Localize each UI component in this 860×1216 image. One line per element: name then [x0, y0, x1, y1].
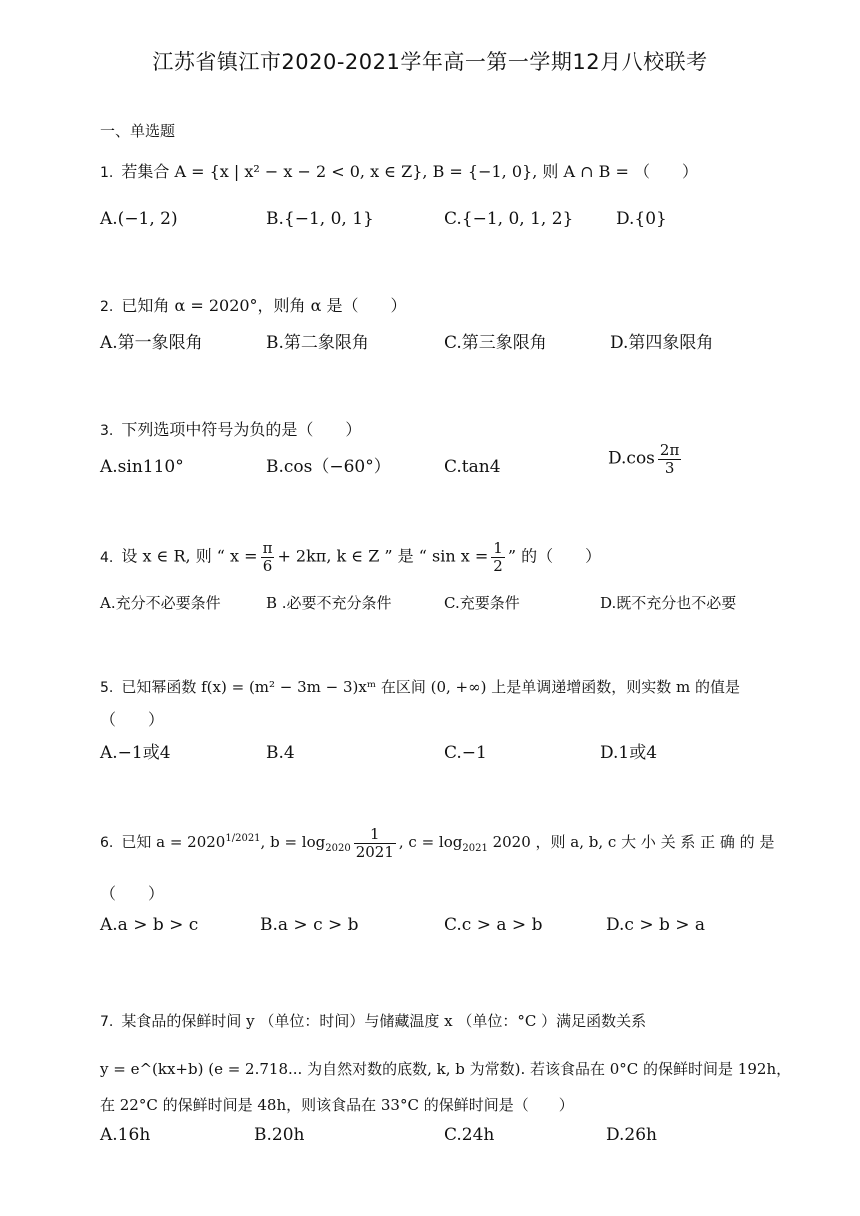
- option-a: A.16h: [100, 1125, 151, 1145]
- question-text: 已知 a = 2020: [121, 833, 226, 851]
- option-a: A.sin110°: [100, 457, 184, 477]
- question-text-line-3: 在 22°C 的保鲜时间是 48h，则该食品在 33°C 的保鲜时间是（ ）: [100, 1096, 574, 1114]
- option-c: C.充要条件: [444, 594, 520, 612]
- fraction-numerator: 2π: [659, 441, 680, 459]
- question-stem: [100, 540, 601, 574]
- question-stem: [100, 676, 740, 700]
- option-d: D.26h: [606, 1125, 658, 1145]
- question-text: + 2kπ, k ∈ Z ” 是 “ sin x =: [277, 546, 489, 566]
- fraction: [658, 442, 681, 476]
- option-b: B.20h: [254, 1125, 305, 1145]
- option-b: B.第二象限角: [266, 333, 369, 353]
- fraction: [261, 540, 275, 574]
- option-d: D.既不充分也不必要: [600, 594, 737, 612]
- log-base: 2020: [325, 843, 351, 854]
- question-text: 2020 ，则 a, b, c 大 小 关 系 正 确 的 是: [487, 833, 775, 851]
- option-a: A.第一象限角: [100, 333, 203, 353]
- option-d: D.{0}: [616, 209, 667, 229]
- question-stem: [100, 294, 407, 319]
- question-stem: [100, 160, 698, 185]
- fraction-denominator: 3: [664, 458, 675, 477]
- option-d: D.第四象限角: [610, 333, 714, 353]
- fraction: [354, 826, 396, 860]
- fraction-denominator: 6: [262, 556, 273, 575]
- question-stem: [100, 418, 361, 443]
- question-number: 3.: [100, 423, 114, 439]
- question-stem: [100, 1010, 646, 1034]
- option-c: C.c > a > b: [444, 915, 543, 935]
- fraction-numerator: 1: [354, 826, 396, 844]
- option-d: D.c > b > a: [606, 915, 706, 935]
- option-b: B.cos（−60°）: [266, 457, 391, 477]
- option-d: D.1或4: [600, 743, 658, 763]
- option-d: [608, 442, 684, 476]
- option-a: A.(−1, 2): [100, 209, 178, 229]
- question-text: 已知角 α = 2020°，则角 α 是（ ）: [121, 296, 407, 315]
- option-a: A.−1或4: [100, 743, 171, 763]
- option-b: B.4: [266, 743, 295, 763]
- question-text-line-2: y = e^(kx+b) (e = 2.718... 为自然对数的底数, k, b 为常数). 若该食品在 0°C 的保鲜时间是 192h，: [100, 1060, 792, 1078]
- option-c: C.{−1, 0, 1, 2}: [444, 209, 574, 229]
- question-text: 下列选项中符号为负的是（ ）: [121, 420, 362, 439]
- question-text: 已知幂函数 f(x) = (m² − 3m − 3)xᵐ 在区间 (0, +∞) 上是单调递增函数，则实数 m 的值是: [121, 678, 740, 696]
- option-c: C.第三象限角: [444, 333, 547, 353]
- question-number: 1.: [100, 165, 114, 181]
- option-b: B .必要不充分条件: [266, 594, 392, 612]
- question-number: 5.: [100, 680, 114, 696]
- question-text: ” 的（ ）: [507, 546, 602, 566]
- exponent: 1/2021: [225, 833, 261, 844]
- question-text: 某食品的保鲜时间 y （单位：时间）与储藏温度 x （单位：°C ）满足函数关系: [121, 1012, 647, 1030]
- answer-bracket: （ ）: [100, 710, 165, 729]
- question-text: , c = log: [398, 833, 463, 851]
- section-heading: 一、单选题: [100, 122, 176, 140]
- question-text: 若集合 A = {x | x² − x − 2 < 0, x ∈ Z}, B = {−1, 0}, 则 A ∩ B = （ ）: [121, 162, 698, 181]
- fraction-numerator: 1: [493, 539, 503, 557]
- fraction: [491, 540, 505, 574]
- question-number: 2.: [100, 299, 114, 315]
- option-b: B.a > c > b: [260, 915, 359, 935]
- question-text: , b = log: [260, 833, 326, 851]
- log-base: 2021: [462, 843, 488, 854]
- fraction-denominator: 2: [493, 556, 503, 575]
- question-number: 6.: [100, 835, 114, 851]
- question-number: 7.: [100, 1014, 114, 1030]
- option-a: A.充分不必要条件: [100, 594, 221, 612]
- option-c: C.24h: [444, 1125, 495, 1145]
- option-d-label: D.cos: [608, 448, 655, 469]
- page-title: 江苏省镇江市2020-2021学年高一第一学期12月八校联考: [152, 50, 708, 74]
- option-c: C.tan4: [444, 457, 501, 477]
- fraction-denominator: 2021: [355, 842, 394, 861]
- answer-bracket: （ ）: [100, 884, 165, 903]
- fraction-numerator: π: [262, 539, 273, 557]
- option-b: B.{−1, 0, 1}: [266, 209, 374, 229]
- option-c: C.−1: [444, 743, 487, 763]
- question-stem: [100, 826, 774, 860]
- option-a: A.a > b > c: [100, 915, 199, 935]
- question-number: 4.: [100, 549, 114, 566]
- question-text: 设 x ∈ R, 则 “ x =: [121, 546, 258, 566]
